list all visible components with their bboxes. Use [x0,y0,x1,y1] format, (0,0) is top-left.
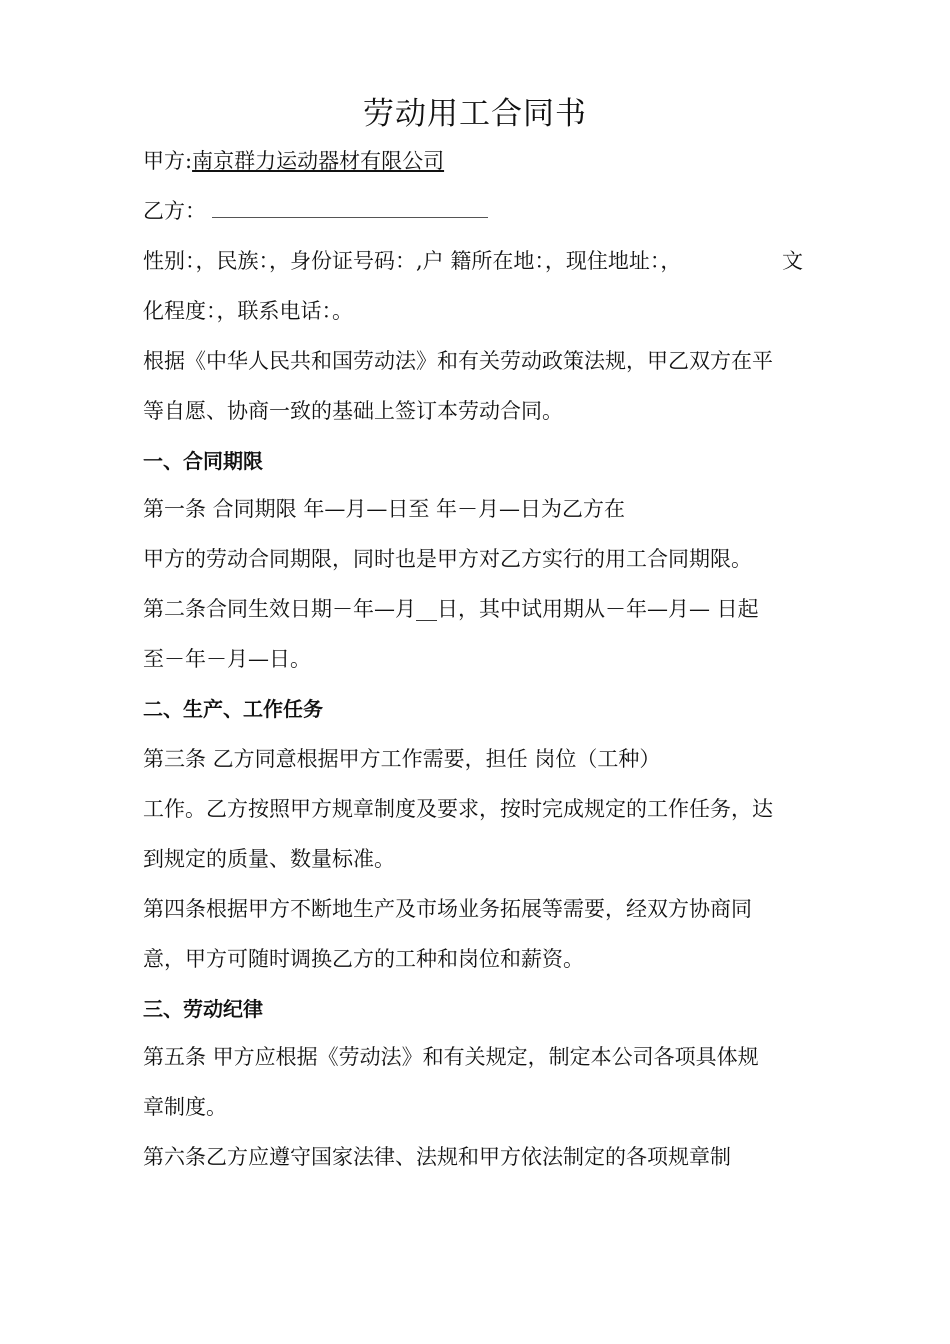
article-1-line-2: 甲方的劳动合同期限，同时也是甲方对乙方实行的用工合同期限。 [143,547,752,571]
party-a-line [143,146,444,176]
section-heading-2: 二、生产、工作任务 [143,697,323,721]
party-b-line [143,196,488,226]
info-line-1 [143,246,803,276]
article-4-line-1: 第四条根据甲方不断地生产及市场业务拓展等需要，经双方协商同 [143,897,752,921]
article-3-line-2: 工作。乙方按照甲方规章制度及要求，按时完成规定的工作任务，达 [143,797,773,821]
article-4-line-2: 意，甲方可随时调换乙方的工种和岗位和薪资。 [143,947,584,971]
party-b-blank [212,197,488,218]
article-3-line-3: 到规定的质量、数量标准。 [143,847,395,871]
article-1-line-1: 第一条 合同期限 年—月—日至 年－月—日为乙方在 [143,497,626,521]
article-5-line-1: 第五条 甲方应根据《劳动法》和有关规定，制定本公司各项具体规 [143,1045,759,1069]
intro-line-1: 根据《中华人民共和国劳动法》和有关劳动政策法规，甲乙双方在平 [143,349,773,373]
party-a-label: 甲方: [143,149,193,173]
info-line-1-right: 文 [782,249,803,273]
article-6-line-1: 第六条乙方应遵守国家法律、法规和甲方依法制定的各项规章制 [143,1145,731,1169]
info-line-1-left: 性别：，民族：，身份证号码：,户 籍所在地：，现住地址：， [143,249,682,273]
document-title: 劳动用工合同书 [363,96,587,132]
section-heading-1: 一、合同期限 [143,449,263,473]
section-heading-3: 三、劳动纪律 [143,997,263,1021]
article-2-line-2: 至－年－月—日。 [143,647,311,671]
info-line-2: 化程度：，联系电话：。 [143,299,353,323]
article-2-line-1: 第二条合同生效日期－年—月__日，其中试用期从－年—月— 日起 [143,597,759,621]
article-5-line-2: 章制度。 [143,1095,227,1119]
intro-line-2: 等自愿、协商一致的基础上签订本劳动合同。 [143,399,563,423]
article-3-line-1: 第三条 乙方同意根据甲方工作需要，担任 岗位（工种） [143,747,661,771]
party-b-label: 乙方： [143,199,206,223]
party-a-name: 南京群力运动器材有限公司 [192,149,445,173]
